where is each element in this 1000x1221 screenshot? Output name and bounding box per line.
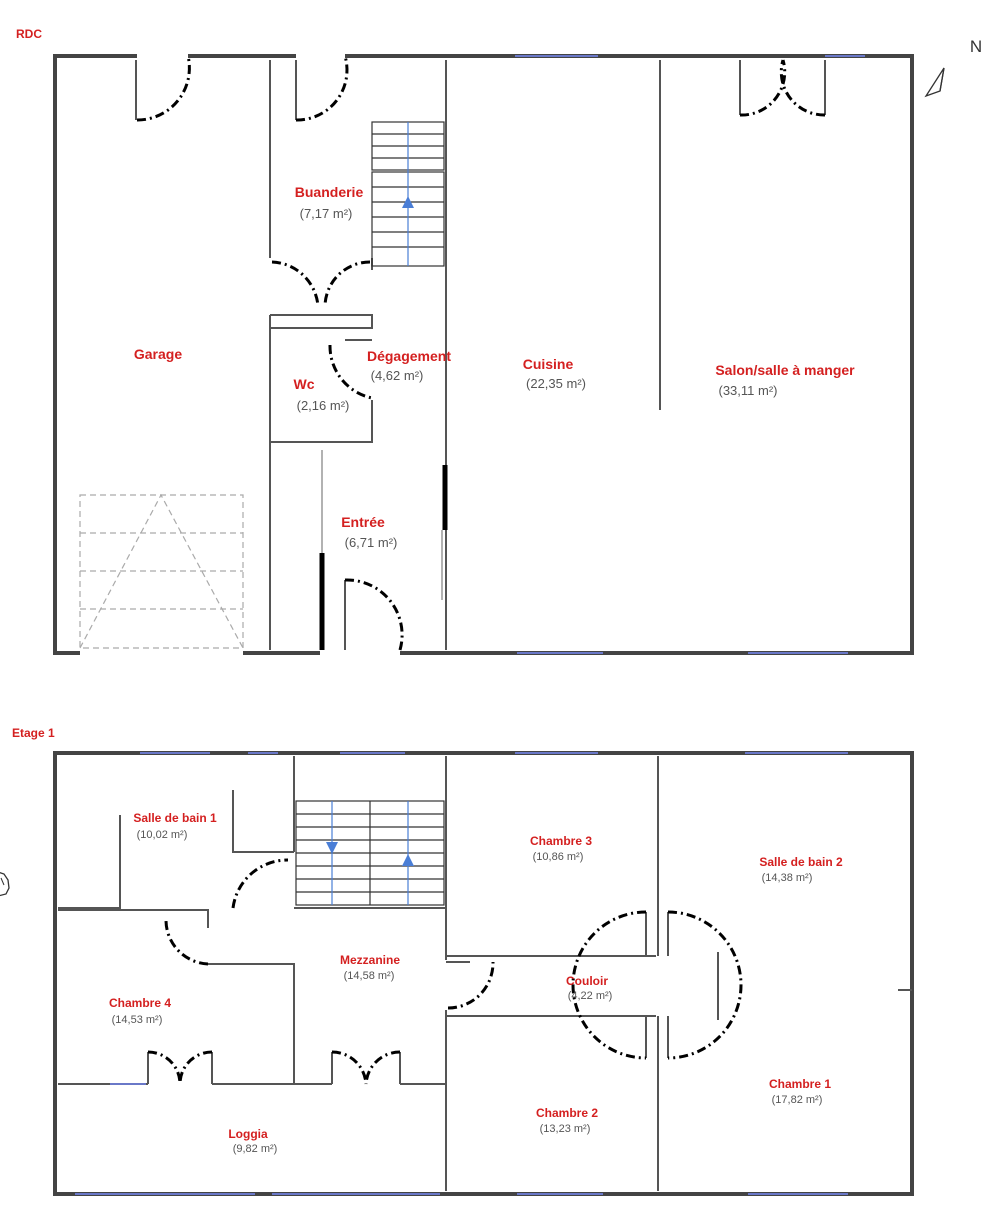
ground-inner-walls	[133, 60, 825, 650]
room-label-entree: Entrée	[341, 514, 385, 530]
hand-cursor-icon	[0, 872, 9, 896]
room-area-degagement: (4,62 m²)	[370, 368, 424, 383]
room-label-sdb2: Salle de bain 2	[759, 855, 843, 869]
room-label-sdb1: Salle de bain 1	[133, 811, 217, 825]
room-area-chambre4: (14,53 m²)	[111, 1014, 163, 1026]
room-label-buanderie: Buanderie	[294, 184, 364, 200]
room-area-chambre1: (17,82 m²)	[771, 1094, 823, 1106]
room-label-wc: Wc	[293, 376, 315, 392]
garage-door	[80, 495, 243, 648]
room-label-salon: Salon/salle à manger	[715, 362, 855, 378]
room-label-mezzanine: Mezzanine	[339, 953, 401, 967]
room-label-chambre1: Chambre 1	[768, 1077, 832, 1091]
room-label-couloir: Couloir	[566, 974, 608, 988]
room-area-mezzanine: (14,58 m²)	[343, 970, 395, 982]
north-arrow-icon	[926, 68, 944, 96]
stair-down-arrow-icon	[326, 842, 338, 854]
room-area-buanderie: (7,17 m²)	[299, 206, 353, 221]
room-label-garage: Garage	[133, 346, 183, 362]
stair-up-arrow-icon-upper	[402, 854, 414, 866]
compass-label: N	[969, 37, 983, 56]
upper-floor-title: Etage 1	[12, 726, 55, 740]
room-label-chambre4: Chambre 4	[108, 996, 172, 1010]
upper-room-labels	[109, 811, 843, 1155]
upper-staircase	[296, 801, 444, 905]
room-area-couloir: (4,22 m²)	[567, 990, 613, 1002]
ground-outer-walls	[55, 56, 912, 653]
room-area-sdb1: (10,02 m²)	[136, 829, 188, 841]
room-area-chambre2: (13,23 m²)	[539, 1123, 591, 1135]
ground-staircase	[372, 122, 444, 266]
room-label-chambre2: Chambre 2	[535, 1106, 599, 1120]
room-label-degagement: Dégagement	[366, 348, 452, 364]
room-label-cuisine: Cuisine	[522, 356, 574, 372]
room-area-chambre3: (10,86 m²)	[532, 851, 584, 863]
room-area-cuisine: (22,35 m²)	[526, 376, 586, 391]
room-area-wc: (2,16 m²)	[296, 398, 350, 413]
ground-floor-title: RDC	[16, 27, 42, 41]
room-label-loggia: Loggia	[228, 1127, 268, 1141]
room-area-loggia: (9,82 m²)	[232, 1143, 278, 1155]
upper-floor-plan	[12, 726, 912, 1194]
room-area-salon: (33,11 m²)	[718, 383, 778, 398]
ground-floor-plan	[16, 27, 982, 653]
room-label-chambre3: Chambre 3	[529, 834, 593, 848]
room-area-entree: (6,71 m²)	[344, 535, 398, 550]
ground-doors	[137, 56, 825, 650]
room-area-sdb2: (14,38 m²)	[761, 872, 813, 884]
